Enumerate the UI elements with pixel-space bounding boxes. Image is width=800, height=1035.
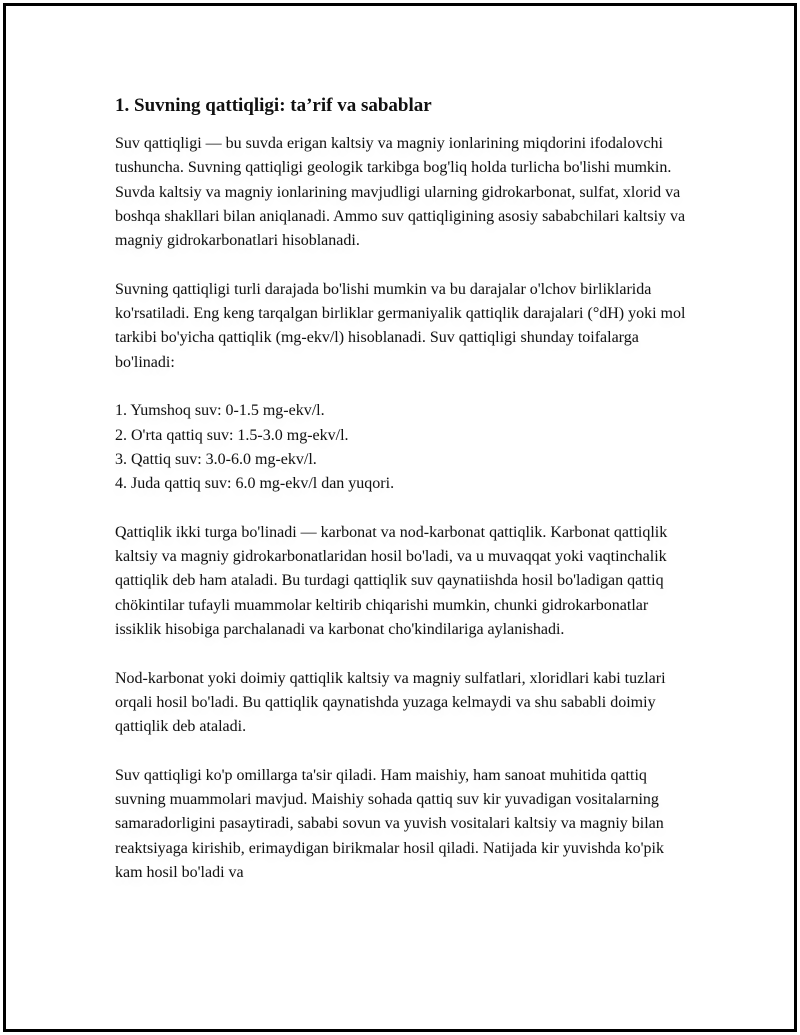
paragraph-gap	[115, 739, 695, 763]
paragraph-effects: Suv qattiqligi ko'p omillarga ta'sir qiladi. Ham maishiy, ham sanoat muhitida qattiq suvning muammolari mavjud. Maishiy sohada qattiq suv kir yuvadigan vositalarning samaradorligini pasaytiradi, sababi sovun va yuvish vositalari kaltsiy va magniy bilan reaktsiyaga kirishib, erimaydigan birikmalar hosil qiladi. Natijada kir yuvishda ko'pik kam hosil bo'ladi va	[115, 766, 664, 881]
list-item: 4. Juda qattiq suv: 6.0 mg-ekv/l dan yuqori.	[115, 475, 395, 493]
paragraph-gap	[115, 375, 695, 399]
paragraph-gap	[115, 253, 695, 277]
document-body	[115, 92, 695, 885]
paragraph-hardness-levels: Suvning qattiqligi turli darajada bo'lishi mumkin va bu darajalar o'lchov birliklarida ko'rsatiladi. Eng keng tarqalgan birliklar germaniyalik qattiqlik darajalari (°dH) yoki mol tarkibi bo'yicha qattiqlik (mg-ekv/l) hisoblanadi. Suv qattiqligi shunday toifalarga bo'linadi:	[115, 280, 686, 371]
paragraph-hardness-types: Qattiqlik ikki turga bo'linadi — karbonat va nod-karbonat qattiqlik. Karbonat qattiqlik kaltsiy va magniy gidrokarbonatlaridan hosil bo'ladi, va u muvaqqat yoki vaqtinchalik qattiqlik deb ham ataladi. Bu turdagi qattiqlik suv qaynatiishda hosil bo'ladigan qattiq chökintilar tufayli muammolar keltirib chiqarishi mumkin, chunki gidrokarbonatlar issiklik hisobiga parchalanadi va karbonat cho'kindilariga aylanishadi.	[115, 523, 668, 638]
paragraph-gap	[115, 496, 695, 520]
paragraph-permanent-hardness: Nod-karbonat yoki doimiy qattiqlik kaltsiy va magniy sulfatlari, xloridlari kabi tuzlari orqali hosil bo'ladi. Bu qattiqlik qaynatishda yuzaga kelmaydi va shu sababli doimiy qattiqlik deb ataladi.	[115, 669, 666, 736]
paragraph-definition: Suv qattiqligi — bu suvda erigan kaltsiy va magniy ionlarining miqdorini ifodalovchi tushuncha. Suvning qattiqligi geologik tarkibga bog'liq holda turlicha bo'lishi mumkin. Suvda kaltsiy va magniy ionlarining mavjudligi ularning gidrokarbonat, sulfat, xlorid va boshqa shakllari bilan aniqlanadi. Ammo suv qattiqligining asosiy sababchilari kaltsiy va magniy gidrokarbonatlari hisoblanadi.	[115, 135, 686, 250]
section-title: 1. Suvning qattiqligi: ta’rif va sabablar	[115, 95, 432, 116]
list-item: 3. Qattiq suv: 3.0-6.0 mg-ekv/l.	[115, 450, 317, 468]
list-item: 1. Yumshoq suv: 0-1.5 mg-ekv/l.	[115, 402, 325, 420]
hardness-categories-list	[115, 399, 695, 496]
list-item: 2. O'rta qattiq suv: 1.5-3.0 mg-ekv/l.	[115, 426, 349, 444]
paragraph-gap	[115, 642, 695, 666]
